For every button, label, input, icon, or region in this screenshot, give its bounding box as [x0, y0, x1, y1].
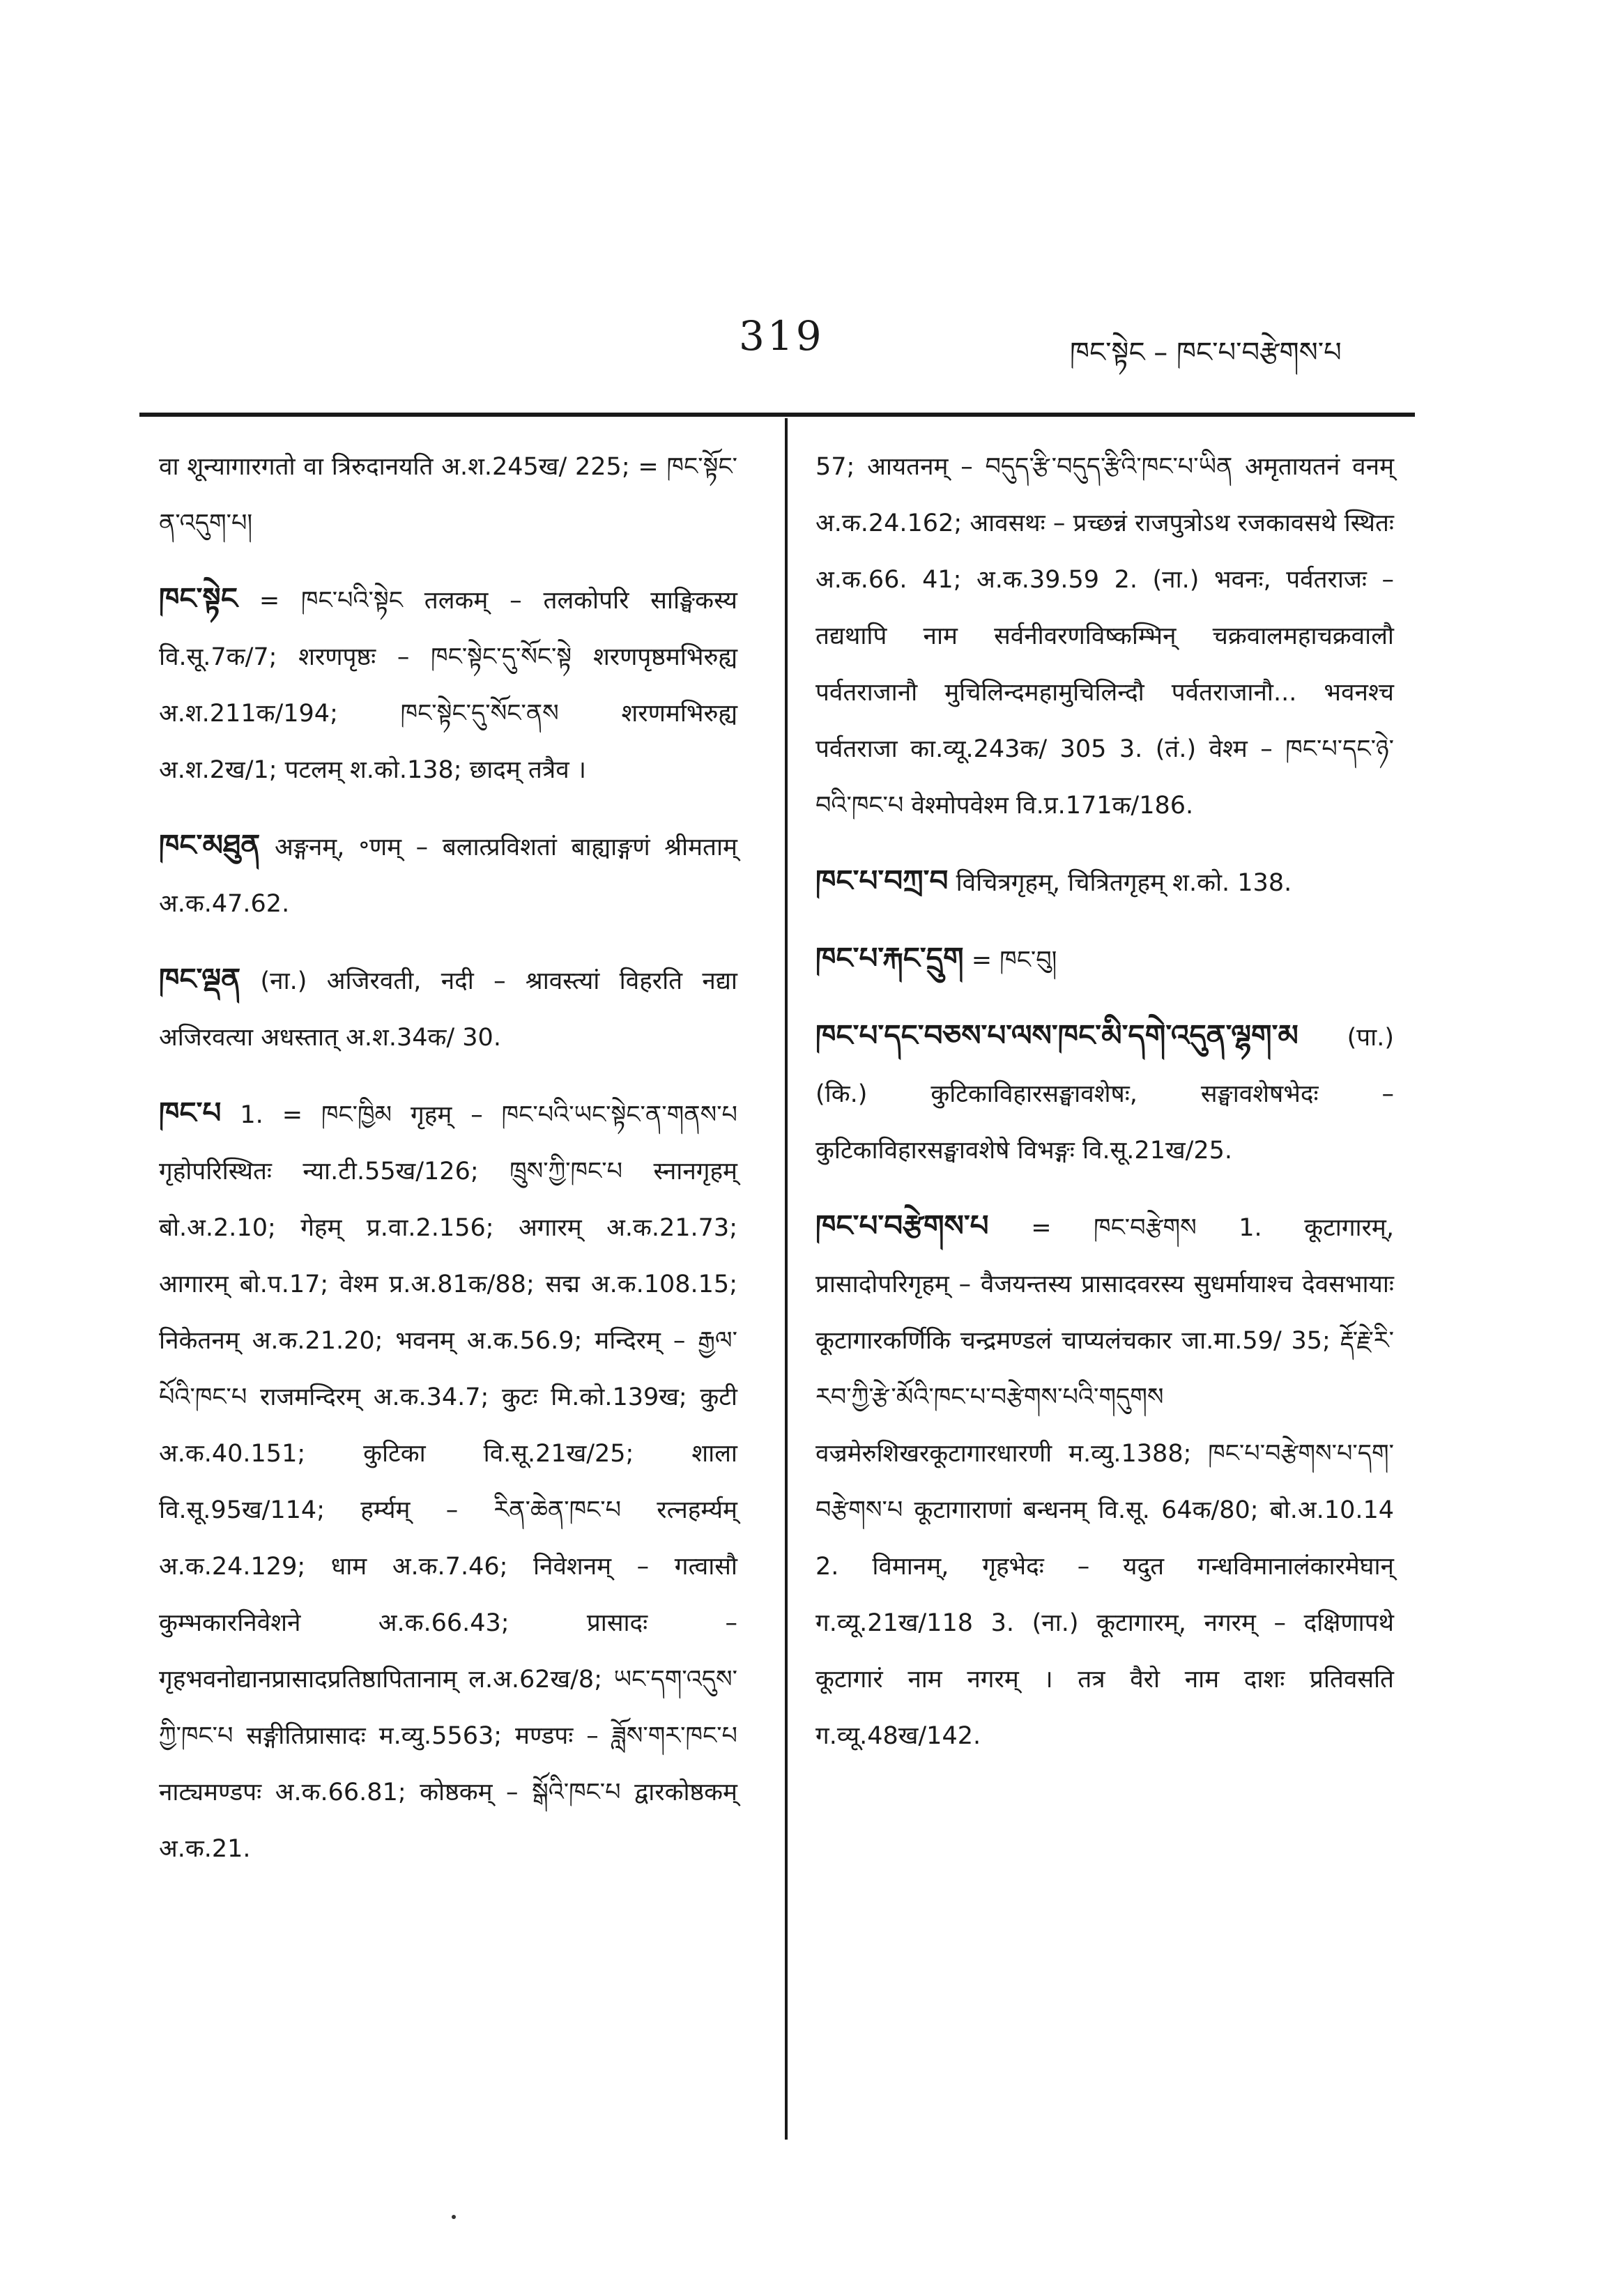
- scan-speck: [452, 2215, 456, 2219]
- dictionary-entry: [815, 1197, 1394, 1765]
- entry-headword: ཁང་མཐུན: [159, 828, 261, 862]
- dictionary-entry: [159, 1084, 737, 1878]
- running-head: ཁང་སྟེང – ཁང་པ་བརྩེགས་པ: [1070, 337, 1342, 369]
- entry-headword: ཁང་པ་རྐང་དྲུག: [815, 941, 964, 975]
- entry-headword: ཁང་ལྡན: [159, 962, 241, 996]
- entry-text: (पा.) (कि.) कुटिकाविहारसङ्घावशेषः, सङ्घावशेषभेदः – कुटिकाविहारसङ्घावशेषे विभङ्गः वि.सू.21ख/25.: [815, 1024, 1394, 1165]
- entry-text: वा शून्यागारगतो वा त्रिरुदानयति अ.श.245ख/ 225; = ཁང་སྟོང་ན་འདུག་པ།: [159, 453, 737, 537]
- entry-text: विचित्रगृहम्, चित्रितगृहम् श.को. 138.: [956, 869, 1292, 897]
- entry-text: = ཁང་པའི་སྟེང तलकम् – तलकोपरि साङ्घिकस्य वि.सू.7क/7; शरणपृष्ठः – ཁང་སྟེང་དུ་སོང་སྟེ शरणपृष्ठमभिरुह्य अ.श.211क/194; ཁང་སྟེང་དུ་སོང་ནས शरणमभिरुह्य अ.श.2ख/1; पटलम् श.को.138; छादम् तत्रैव ।: [159, 587, 737, 784]
- entry-headword: ཁང་པ་བཀྲ་བ: [815, 863, 949, 898]
- dictionary-entry: [815, 1007, 1394, 1179]
- entry-text: (ना.) अजिरवती, नदी – श्रावस्त्यां विहरति नद्या अजिरवत्या अधस्तात् अ.श.34क/ 30.: [159, 967, 737, 1052]
- entry-headword: ཁང་པ: [159, 1096, 222, 1130]
- entry-text: अङ्गनम्, ॰णम् – बलात्प्रविशतां बाह्याङ्गणं श्रीमताम् अ.क.47.62.: [159, 834, 737, 918]
- dictionary-entry: [815, 439, 1394, 834]
- entry-headword: ཁང་པ་བརྩེགས་པ: [815, 1208, 989, 1243]
- header-rule: [139, 413, 1415, 417]
- dictionary-entry: [159, 951, 737, 1066]
- entry-text: 57; आयतनम् – བདུད་རྩི་བདུད་རྩིའི་ཁང་པ་ཡིན अमृतायतनं वनम् अ.क.24.162; आवसथः – प्रच्छन्नं राजपुत्रोऽथ रजकावसथे स्थितः अ.क.66. 41; अ.क.39.59 2. (ना.) भवनः, पर्वतराजः – तद्यथापि नाम सर्वनीवरणविष्कम्भिन् चक्रवालमहाचक्रवालौ पर्वतराजानौ मुचिलिन्दमहामुचिलिन्दौ पर्वतराजानौ... भवनश्च पर्वतराजा का.व्यू.243क/ 305 3. (तं.) वेश्म – ཁང་པ་དང་ཉེ་བའི་ཁང་པ वेश्मोपवेश्म वि.प्र.171क/186.: [815, 453, 1394, 820]
- entry-headword: ཁང་པ་དང་བཅས་པ་ལས་ཁང་མི་དགེ་འདུན་ལྷག་མ: [815, 1018, 1299, 1052]
- dictionary-entry: [159, 439, 737, 552]
- dictionary-entry: [159, 817, 737, 932]
- left-column: [159, 439, 737, 1896]
- entry-text: 1. = ཁང་ཁྱིམ गृहम् – ཁང་པའི་ཡང་སྟེང་ན་གནས་པ गृहोपरिस्थितः न्या.टी.55ख/126; ཁྲུས་ཀྱི་ཁང་པ स्नानगृहम् बो.अ.2.10; गेहम् प्र.वा.2.156; अगारम् अ.क.21.73; आगारम् बो.प.17; वेश्म प्र.अ.81क/88; सद्म अ.क.108.15; निकेतनम् अ.क.21.20; भवनम् अ.क.56.9; मन्दिरम् – རྒྱལ་པོའི་ཁང་པ राजमन्दिरम् अ.क.34.7; कुटः मि.को.139ख; कुटी अ.क.40.151; कुटिका वि.सू.21ख/25; शाला वि.सू.95ख/114; हर्म्यम् – རིན་ཆེན་ཁང་པ रत्नहर्म्यम् अ.क.24.129; धाम अ.क.7.46; निवेशनम् – गत्वासौ कुम्भकारनिवेशने अ.क.66.43; प्रासादः – गृहभवनोद्यानप्रासादप्रतिष्ठापितानाम् ल.अ.62ख/8; ཡང་དག་འདུས་ཀྱི་ཁང་པ सङ्गीतिप्रासादः म.व्यु.5563; मण्डपः – ཟློས་གར་ཁང་པ नाट्यमण्डपः अ.क.66.81; कोष्ठकम् – སྒོའི་ཁང་པ द्वारकोष्ठकम् अ.क.21.: [159, 1101, 737, 1863]
- entry-headword: ཁང་སྟེང: [159, 581, 238, 615]
- column-divider: [785, 418, 788, 2140]
- page-number: 319: [739, 312, 825, 360]
- dictionary-entry: [815, 852, 1394, 912]
- entry-text: = ཁང་བུ།: [971, 946, 1057, 974]
- dictionary-entry: [159, 570, 737, 799]
- dictionary-entry: [815, 930, 1394, 989]
- right-column: [815, 439, 1394, 1783]
- entry-text: = ཁང་བརྩེགས 1. कूटागारम्, प्रासादोपरिगृहम् – वैजयन्तस्य प्रासादवरस्य सुधर्मायाश्च देवसभायाः कूटागारकर्णिकि चन्द्रमण्डलं चाप्यलंचकार जा.मा.59/ 35; རྡོ་རྗེ་རི་རབ་ཀྱི་རྩེ་མོའི་ཁང་པ་བརྩེགས་པའི་གདུགས वज्रमेरुशिखरकूटागारधारणी म.व्यु.1388; ཁང་པ་བརྩེགས་པ་དག་བརྩེགས་པ कूटागाराणां बन्धनम् वि.सू. 64क/80; बो.अ.10.14 2. विमानम्, गृहभेदः – यदुत गन्धविमानालंकारमेघान् ग.व्यू.21ख/118 3. (ना.) कूटागारम्, नगरम् – दक्षिणापथे कूटागारं नाम नगरम् । तत्र वैरो नाम दाशः प्रतिवसति ग.व्यू.48ख/142.: [815, 1214, 1394, 1750]
